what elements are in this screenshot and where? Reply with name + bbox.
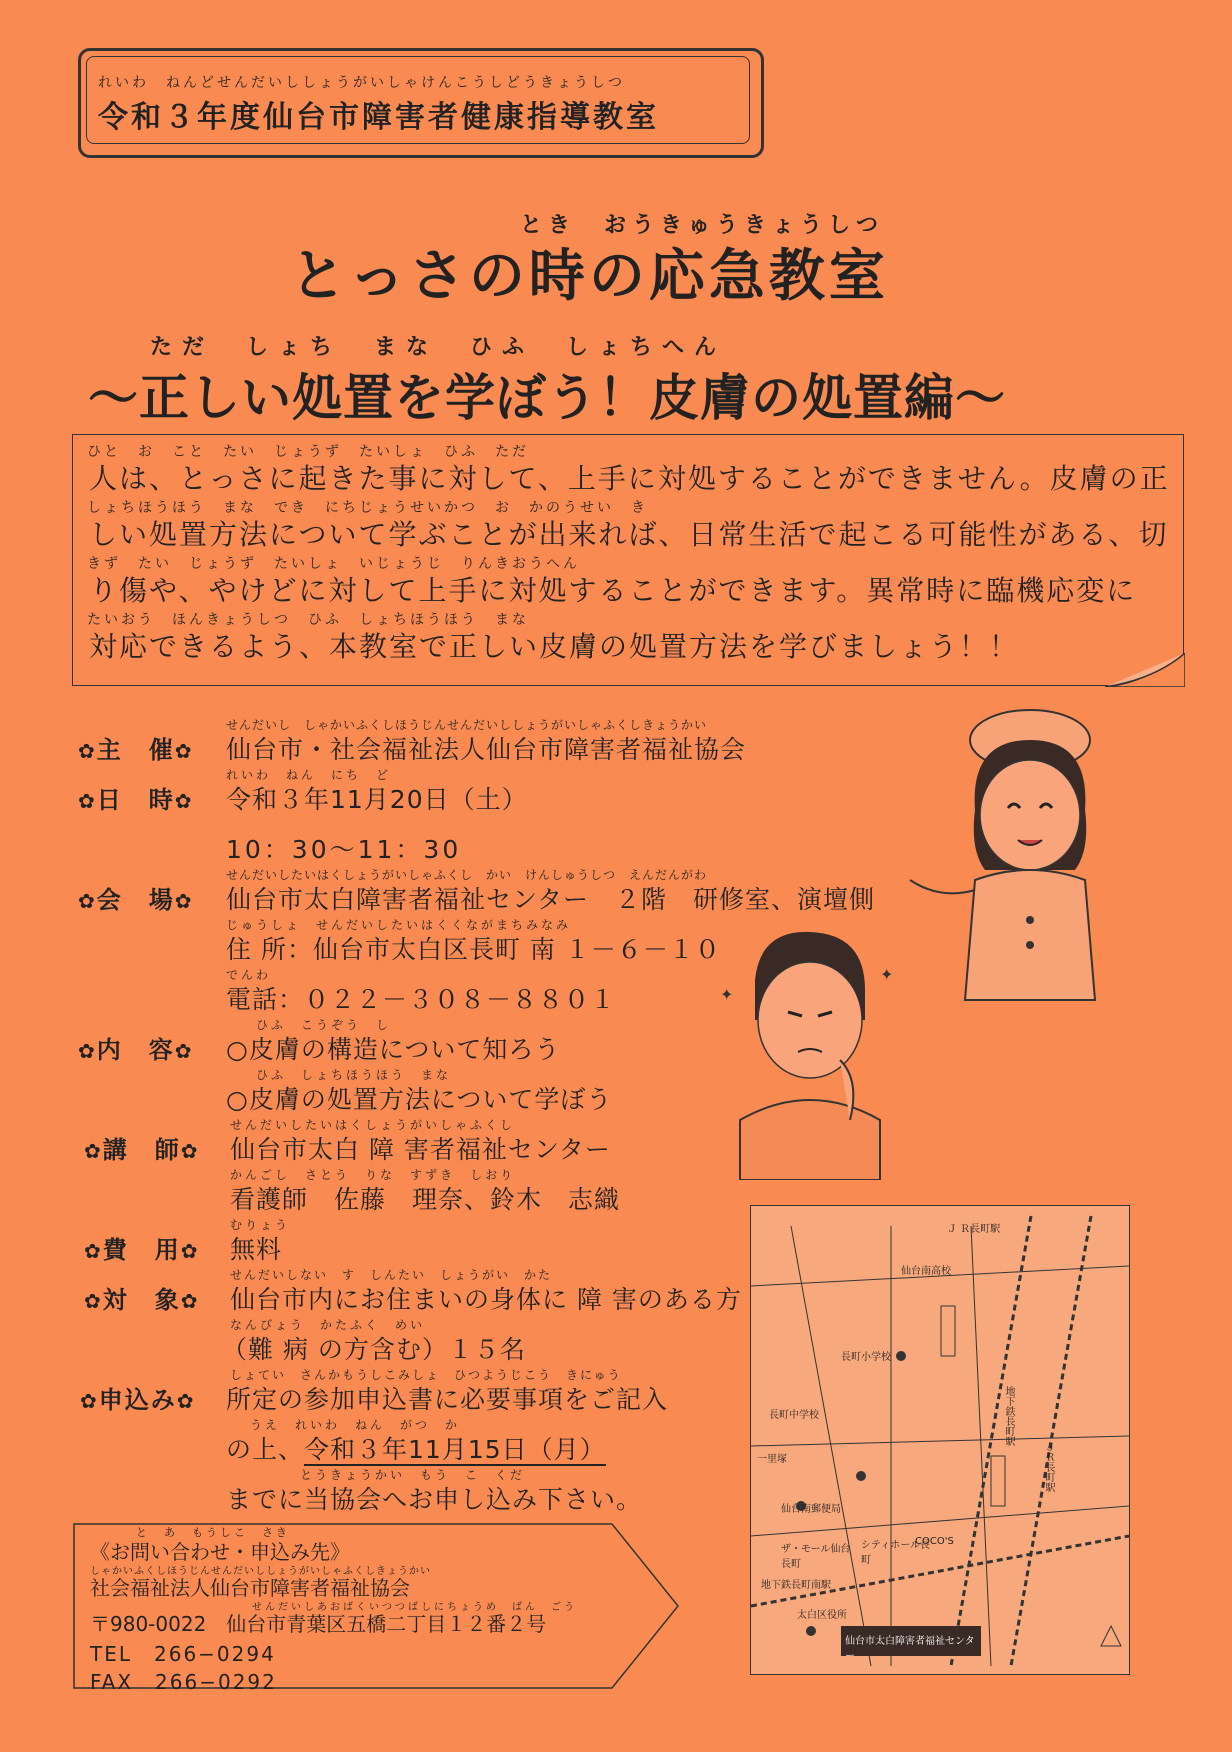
apply-line3-ruby: とうきょうかい もう こ くだ (300, 1468, 526, 1482)
contact-org-ruby: しゃかいふくしほうじんせんだいししょうがいしゃふくしきょうかい (90, 1566, 431, 1577)
venue-label: ✿会 場✿ (78, 886, 194, 914)
datetime-value: 令和３年11月20日（土） (226, 785, 528, 814)
map-label-post-office: 仙台南郵便局 (781, 1504, 841, 1515)
map-label-city-hall: シティホール長町 (861, 1540, 930, 1566)
fee-value: 無料 (230, 1235, 283, 1264)
lecturer-ruby: せんだいしたいはくしょうがいしゃふくし (230, 1118, 516, 1132)
venue-value: 仙台市太白障害者福祉センター ２階 研修室、演壇側 (226, 885, 876, 914)
contact-tel: TEL 266−0294 (90, 1642, 276, 1666)
apply-ruby: しょてい さんかもうしこみしょ ひつようじこう きにゅう (230, 1368, 622, 1382)
organizer-value: 仙台市・社会福祉法人仙台市障害者福祉協会 (226, 735, 747, 764)
organizer-ruby: せんだいし しゃかいふくしほうじんせんだいししょうがいしゃふくしきょうかい (226, 718, 708, 732)
apply-value: 所定の参加申込書に必要事項をご記入 (226, 1385, 669, 1414)
target-sub-ruby: なんびょう かたふく めい (230, 1318, 426, 1332)
contact-heading-ruby: と あ もうしこ さき (136, 1526, 290, 1539)
main-title-ruby: とき おうきゅうきょうしつ (520, 213, 885, 238)
lecturer-names-ruby: かんごし さとう りな すずき しおり (230, 1168, 516, 1182)
sub-title-ruby: ただ しょち まな ひふ しょちへん (150, 335, 727, 360)
map-label-center: 仙台市太白障害者福祉センター (845, 1636, 975, 1662)
address-ruby: じゅうしょ せんだいしたいはくくながまちみなみ (226, 918, 572, 932)
content-item-1: ○皮膚の構造について知ろう (226, 1035, 561, 1064)
map-label-nagamachi-minami: 地下鉄長町南駅 (761, 1580, 831, 1591)
intro-ruby-4: たいおう ほんきょうしつ ひふ しょちほうほう まな (87, 612, 529, 628)
map-label-junior-high: 長町中学校 (769, 1410, 819, 1421)
lecturer-label: ✿講 師✿ (84, 1136, 200, 1164)
map-label-elementary: 長町小学校 (841, 1352, 891, 1363)
access-map (750, 1205, 1130, 1675)
intro-line-1: 人は、とっさに起きた事に対して、上手に対処することができません。皮膚の正 (89, 462, 1170, 495)
organizer-label: ✿主 催✿ (78, 736, 194, 764)
map-label-minami-high: 仙台南高校 (901, 1266, 951, 1277)
boy-illustration (700, 920, 900, 1180)
map-label-jr-nagamachi: Ｊ Ｒ長町駅 (947, 1224, 1001, 1235)
venue-ruby: せんだいしたいはくしょうがいしゃふくし かい けんしゅうしつ えんだんがわ (226, 868, 708, 882)
nurse-illustration (880, 700, 1140, 1020)
intro-ruby-2: しょちほうほう まな でき にちじょうせいかつ お かのうせい き (87, 500, 648, 516)
content-item-2: ○皮膚の処置方法について学ぼう (226, 1085, 613, 1114)
map-label-ward-office: 太白区役所 (797, 1610, 847, 1621)
apply-label: ✿申込み✿ (80, 1386, 196, 1414)
contact-fax: FAX 266−0292 (90, 1670, 277, 1694)
content-label: ✿内 容✿ (78, 1036, 194, 1064)
page-fold-icon (1105, 653, 1185, 687)
map-label-subway-nagamachi: 地下鉄長町駅 (1003, 1386, 1014, 1446)
datetime-label: ✿日 時✿ (78, 786, 194, 814)
contact-address: 〒980-0022 仙台市青葉区五橋二丁目１２番２号 (90, 1612, 547, 1636)
intro-box (72, 434, 1184, 686)
lecturer-value: 仙台市太白 障 害者福祉センター (230, 1135, 611, 1164)
target-value: 仙台市内にお住まいの身体に 障 害のある方 (230, 1285, 742, 1314)
target-ruby: せんだいしない す しんたい しょうがい かた (230, 1268, 553, 1282)
apply-deadline: の上、令和３年11月15日（月） (226, 1435, 606, 1464)
intro-line-2: しい処置方法について学ぶことが出来れば、日常生活で起こる可能性がある、切 (89, 518, 1169, 551)
phone-ruby: でんわ (226, 968, 272, 982)
venue-phone: 電話：０２２－３０８－８８０１ (226, 985, 617, 1014)
time-value: 10：30～11：30 (226, 835, 462, 864)
map-label-the-mall: ザ・モール仙台長町 (781, 1544, 851, 1570)
fee-label: ✿費 用✿ (84, 1236, 200, 1264)
header-title: 令和３年度仙台市障害者健康指導教室 (98, 100, 659, 135)
datetime-ruby: れいわ ねん にち ど (226, 768, 392, 782)
contact-org: 社会福祉法人仙台市障害者福祉協会 (90, 1576, 410, 1600)
apply-line3: までに当協会へお申し込み下さい。 (226, 1485, 643, 1514)
target-sub: （難 病 の方含む）１５名 (222, 1335, 526, 1364)
contact-address-ruby: せんだいしあおばくいつつばしにちょうめ ばん ごう (252, 1602, 577, 1613)
fee-ruby: むりょう (230, 1218, 291, 1232)
contact-heading: 《お問い合わせ・申込み先》 (90, 1540, 350, 1564)
map-label-ichirizuka: 一里塚 (757, 1454, 787, 1465)
header-ruby: れいわ ねんどせんだいししょうがいしゃけんこうしどうきょうしつ (98, 75, 625, 91)
intro-ruby-3: きず たい じょうず たいしょ いじょうじ りんきおうへん (87, 556, 580, 572)
content-ruby-1: ひふ こうぞう し (256, 1018, 392, 1032)
contact-block (72, 1522, 672, 1694)
venue-address: 住 所：仙台市太白区長町 南 １－６－１０ (226, 935, 721, 964)
sub-title: ～正しい処置を学ぼう！皮膚の処置編～ (88, 369, 1006, 427)
lecturer-names: 看護師 佐藤 理奈、鈴木 志織 (230, 1185, 621, 1214)
content-ruby-2: ひふ しょちほうほう まな (256, 1068, 452, 1082)
svg-text:✦: ✦ (720, 985, 734, 1004)
svg-text:✦: ✦ (880, 965, 894, 984)
main-title: とっさの時の応急教室 (290, 244, 889, 309)
intro-line-3: り傷や、やけどに対して上手に対処することができます。異常時に臨機応変に (89, 574, 1137, 607)
apply-line2-ruby: うえ れいわ ねん がつ か (250, 1418, 461, 1432)
target-label: ✿対 象✿ (84, 1286, 200, 1314)
map-label-cocos: COCO'S (915, 1536, 954, 1547)
intro-line-4: 対応できるよう、本教室で正しい皮膚の処置方法を学びましょう！！ (89, 630, 1020, 663)
map-label-jr-station: ＪＲ長町駅 (1043, 1442, 1054, 1492)
intro-ruby-1: ひと お こと たい じょうず たいしょ ひふ ただ (87, 444, 529, 460)
